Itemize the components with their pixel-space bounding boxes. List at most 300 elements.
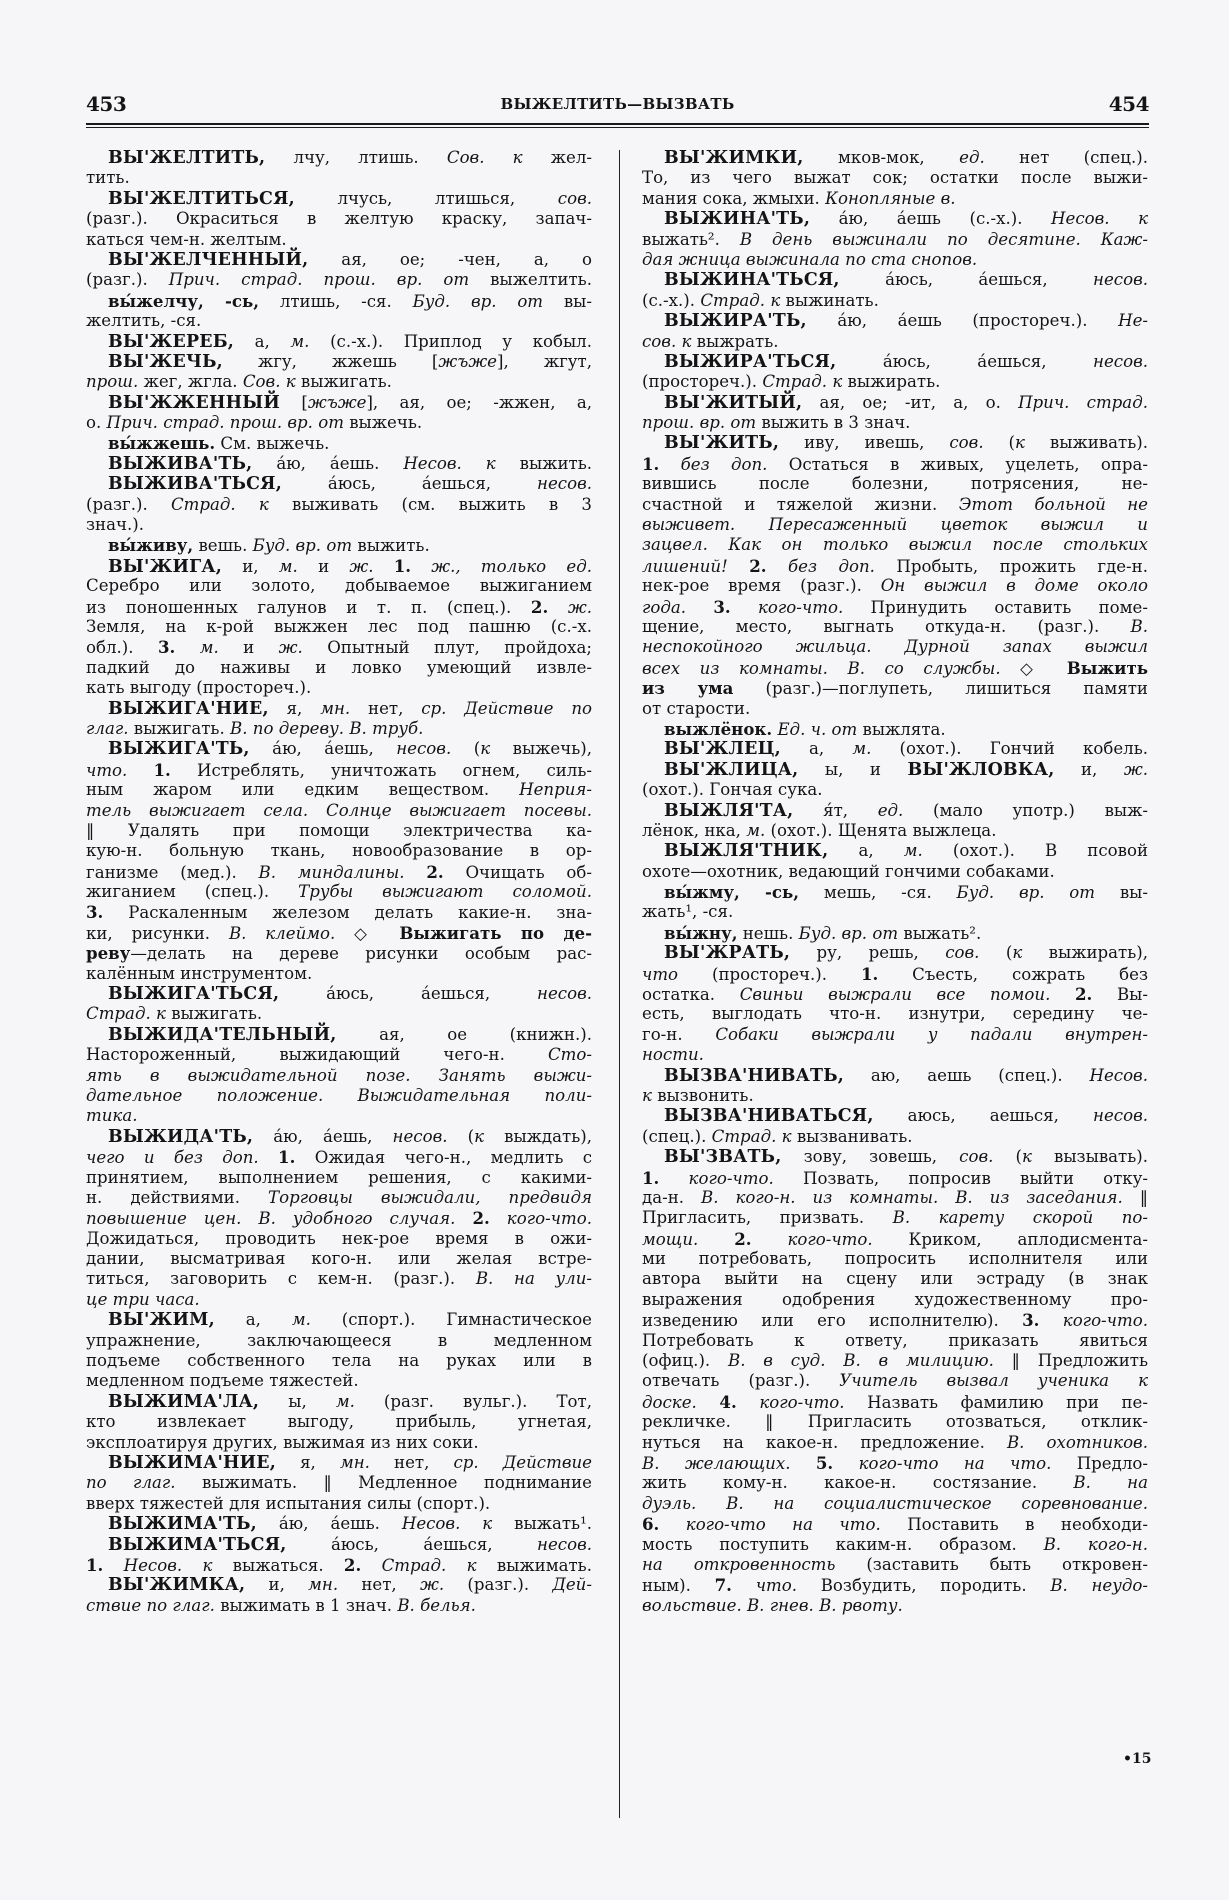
entry-line-start [642,943,1148,963]
italic-text: что [642,964,679,984]
bold-text: из ума [642,678,734,699]
entry-line [86,1229,592,1249]
entry-line-start [86,352,592,372]
italic-text: к [474,1126,484,1146]
headword: ВЫ'ЖИМКА, [108,1575,246,1596]
text: мания сока, жмыхи. [642,188,826,208]
italic-text: что. [755,1576,798,1596]
headword: ВЫ'ЖЕЧЬ, [108,351,223,372]
text: а, [780,739,853,759]
italic-text: неспокойного жильца. Дурной запах выжил [642,637,1148,657]
entry-line [642,1535,1148,1555]
entry-line [642,189,1148,209]
text: а́юсь, а́ешься, [281,474,538,494]
text: (охот.). Гончая сука. [642,780,823,800]
text: аюсь, аешься, [873,1106,1094,1126]
bold-text: вы́живу, [108,535,194,556]
entry-line-start [642,393,1148,413]
headword: ВЫ'ЖЕРЕБ, [108,331,235,352]
entry-line [86,495,592,515]
text: желтить, -ся. [86,311,202,331]
text: от старости. [642,698,751,718]
text: и [297,556,350,576]
entry-line [642,495,1148,515]
text: я, [275,1453,340,1472]
text: Пригласить, призвать. [642,1208,893,1228]
italic-text: ности. [642,1045,704,1065]
text [103,1556,123,1575]
entry-line [642,332,1148,352]
entry-line-start [642,352,1148,372]
italic-text: В. охотников. [1006,1432,1148,1452]
text: Пробыть, прожить где-н. [874,556,1149,576]
entry-line [642,1351,1148,1371]
text: Потребовать к ответу, приказать явиться [642,1330,1148,1350]
text: ая, ое; -чен, а, о [308,249,592,269]
text [697,1393,720,1412]
text [374,557,394,576]
italic-text: Сто- [547,1045,592,1065]
headword: ВЫЖИГА'НИЕ, [108,698,269,719]
italic-text: Собаки выжрали у падали внутрен- [715,1024,1148,1044]
text: (разг.). [86,270,169,290]
entry-line [86,1168,592,1188]
text: ( [447,1126,475,1146]
italic-text: прош. вр. от [642,413,757,433]
italic-text: лишений! [642,556,728,576]
italic-text: вольствие. В. гнев. В. рвоту. [642,1595,903,1615]
bold-text: 2. [426,861,444,882]
text: ], ая, ое; -жжен, а, [366,392,593,412]
italic-text: несов. [537,984,592,1004]
text: вызывать). [1031,1147,1149,1167]
text: есть, выглодать что-н. изнутри, середину че- [642,1004,1148,1024]
text: медленном подъеме тяжестей. [86,1371,359,1391]
text: и, [222,556,279,576]
entry-line-start [86,250,592,270]
entry-line-start [86,332,592,352]
entry-line [642,699,1148,719]
italic-text: дательное положение. Выжидательная поли- [86,1085,592,1105]
italic-text: Свиньи выжрали все помои. [739,985,1051,1005]
entry-line-start [86,189,592,209]
text [411,557,431,576]
italic-text: мн. [308,1575,339,1595]
text: нешь. [737,923,799,943]
italic-text: мощи. [642,1229,699,1249]
text: мешь, -ся. [799,883,957,903]
text: вызванивать. [791,1126,913,1146]
text [698,1230,734,1249]
entry-line-start [642,1066,1148,1086]
italic-text: ср. Действие по [421,698,592,718]
italic-text: Несов. к [403,453,496,473]
headword: ВЫЗВА'НИВАТЬСЯ, [664,1106,874,1127]
entry-line [86,1045,592,1065]
text: лёнок, нка, [642,820,747,840]
text: жить кому-н. какое-н. состязание. [642,1473,1074,1493]
entry-line [642,413,1148,433]
italic-text: ж. [278,638,303,658]
italic-text: несов. [1093,1106,1148,1126]
entry-line-start [642,801,1148,821]
bold-text: 1. [860,963,879,984]
entry-line [642,1331,1148,1351]
text: (офиц.). [642,1351,729,1371]
text [659,455,680,474]
text: (с.-х.). Приплод у кобыл. [309,331,592,351]
entry-line [86,413,592,433]
entry-line-start [86,454,592,474]
bold-text: вы́жму, -сь, [664,882,800,903]
text: Назвать фамилию при пе- [844,1392,1148,1412]
italic-text: В. карету скорой по- [892,1208,1148,1228]
bold-text: выжлёнок. [664,718,773,739]
entry-line [642,984,1148,1004]
entry-line [642,1249,1148,1269]
italic-text: В. миндалины. [258,862,405,882]
text: (с.-х.). [642,290,701,310]
text: изведению или его исполнителю). [642,1311,1023,1331]
italic-text: м. [199,638,219,658]
text: (спорт.). Гимнастическое [310,1310,592,1330]
italic-text: жъже [307,392,367,412]
text: а́ю, а́ешь (простореч.). [806,311,1119,331]
entry-line [642,1555,1148,1575]
italic-text: ж. [349,556,374,576]
text: а́юсь, а́ешься, [839,270,1094,290]
entry-line-start [642,739,1148,759]
text: каться чем-н. желтым. [86,229,287,249]
text: (простореч.). [678,964,861,984]
text [127,761,153,780]
italic-text: м. [290,331,310,351]
entry-line-start [86,148,592,168]
text: кто извлекает выгоду, прибыль, угнетая, [86,1412,592,1432]
text: я, [268,698,321,718]
italic-text: це три часа. [86,1289,200,1309]
entry-line [86,617,592,637]
right-page-number: 454 [1108,92,1149,116]
text: Принудить оставить поме- [843,597,1148,617]
text: жег, жгла. [138,372,243,392]
text: (разг.). Окраситься в желтую краску, запач- [86,209,592,229]
entry-line-start [86,556,592,576]
entry-line [642,556,1148,576]
entry-line-start [642,923,1148,943]
italic-text: ед. [877,800,904,820]
entry-line-start [86,699,592,719]
text: нуться на какое-н. предложение. [642,1432,1007,1452]
italic-text: мн. [339,1453,370,1472]
italic-text: сов. [949,433,984,453]
italic-text: м. [278,556,298,576]
italic-text: несов. [392,1126,448,1146]
italic-text: без доп. [680,454,768,474]
entry-line [86,637,592,657]
italic-text: несов. [537,474,592,494]
headword: ВЫЖЛЯ'ТА, [664,800,794,821]
italic-text: чего и без доп. [86,1148,259,1168]
entry-line [86,1494,592,1514]
italic-text: несов. [537,1534,592,1554]
italic-text: кого-что. [1062,1311,1148,1331]
text: вившись после болезни, потрясения, не- [642,474,1148,494]
entry-line-start [642,311,1148,331]
text: выжимать в 1 знач. [214,1595,398,1615]
entry-line [86,780,592,800]
bold-text: 1. [393,555,412,576]
italic-text: дая жница выжинала по ста снопов. [642,249,978,269]
italic-text: В. кого-н. [1043,1534,1148,1554]
entry-line [642,597,1148,617]
entry-line-start [86,739,592,759]
headword: ВЫЖИРА'ТЬСЯ, [664,351,837,372]
entry-line [642,1392,1148,1412]
running-head: ВЫЖЕЛТИТЬ—ВЫЗВАТЬ [500,95,735,113]
italic-text: сов. к [642,331,692,351]
text: (разг. вульг.). Тот, [354,1391,592,1411]
entry-line-start [86,433,592,453]
text: а́ю, а́ешь, [249,739,397,759]
italic-text: Прич. страд. прош. вр. от [168,270,470,290]
entry-line [86,943,592,963]
italic-text: на откровенность [642,1554,836,1574]
text [455,1209,472,1228]
entry-line [86,1473,592,1493]
entry-line [642,1412,1148,1432]
bold-text: 2. [472,1208,490,1229]
left-page-number: 453 [86,92,127,116]
entry-line-start [86,1514,592,1534]
italic-text: м. [903,841,923,861]
italic-text: к [1021,1147,1032,1167]
bold-text: 6. [642,1514,660,1535]
text: выжигать. [165,1004,263,1024]
text: ки, рисунки. [86,923,229,943]
bold-text: 3. [1022,1310,1040,1331]
text: Ожидая чего-н., медлить с [295,1148,592,1168]
entry-line [642,1494,1148,1514]
bold-text: 1. [86,1554,104,1575]
entry-line [642,576,1148,596]
text: (разг.)—поглупеть, лишиться памяти [733,679,1148,699]
headword: ВЫ'ЖИМ, [108,1310,215,1331]
italic-text: Он выжил в доме около [880,576,1148,596]
entry-line [642,637,1148,657]
entry-line [86,678,592,698]
left-column [86,148,592,1616]
text: Настороженный, выжидающий чего-н. [86,1045,548,1065]
italic-text: Страд. к [86,1004,166,1024]
italic-text: В. желающих. [642,1454,791,1473]
italic-text: В. в суд. В. в милицию. [728,1351,994,1371]
italic-text: к [480,739,491,759]
italic-text: кого-что на что. [858,1454,1052,1473]
headword: ВЫЖИДА'ТЬ, [108,1126,254,1147]
headword: ВЫ'ЖИТЫЙ, [664,392,803,413]
entry-line [86,230,592,250]
bold-text: вы́жжешь. [108,433,216,454]
text: выжинать. [780,290,879,310]
text: выживать). [1024,433,1148,453]
text: охоте—охотник, ведающий гончими собаками. [642,861,1055,881]
headword: ВЫ'ЖЛЕЦ, [664,739,781,760]
text: выжить. [495,453,592,473]
entry-line [86,270,592,290]
italic-text: В. белья. [397,1595,476,1615]
entry-line [86,1433,592,1453]
italic-text: Дей- [552,1575,592,1595]
entry-line [86,1086,592,1106]
bold-text: 1. [642,1167,660,1188]
italic-text: Страд. к [711,1126,792,1146]
entry-line [86,1371,592,1391]
headword: ВЫЖИНА'ТЬСЯ, [664,270,840,291]
italic-text: м. [335,1391,355,1411]
text: да-н. [642,1187,702,1207]
italic-text: кого-что. [506,1209,593,1229]
entry-line [642,678,1148,698]
text: выжечь. [343,413,423,433]
italic-text: зацвел. Как он только выжил после стольких [642,535,1148,555]
italic-text: доске. [642,1392,697,1412]
text: нет (спец.). [984,148,1149,167]
headword: ВЫ'ЗВАТЬ, [664,1147,782,1168]
text: (заставить быть откровен- [835,1554,1148,1574]
entry-line [642,1188,1148,1208]
italic-text: В. [1130,616,1148,636]
italic-text: м. [746,820,766,840]
text: Раскаленным железом делать какие-н. зна- [103,903,592,923]
text: ◇ [1000,658,1067,678]
entry-line [642,617,1148,637]
text: кать выгоду (простореч.). [86,678,312,698]
text: ы, [259,1391,336,1411]
italic-text: кого-что. [759,1392,845,1412]
text [548,598,568,617]
italic-text: года. [642,597,687,617]
entry-line [86,1188,592,1208]
entry-line [642,902,1148,922]
text [405,863,427,882]
text: тить. [86,168,130,188]
text: из поношенных галунов и т. п. (спец.). [86,597,531,617]
text: выжать¹. [492,1514,593,1534]
text: зову, зовешь, [781,1147,960,1167]
text: знач.). [86,515,144,535]
italic-text: В. кого-н. из комнаты. В. из заседания. [701,1187,1123,1207]
text [686,598,713,617]
entry-line [642,454,1148,474]
text: нет, [350,698,422,718]
bold-text: 2. [343,1554,362,1575]
entry-line-start [86,393,592,413]
text: выжечь), [490,739,593,759]
text: рекличке. ‖ Пригласить отозваться, отклик- [642,1412,1148,1432]
text: Опытный плут, пройдоха; [302,638,593,658]
italic-text: Страд. к [170,494,269,514]
italic-text: Страд. к [700,290,781,310]
text: а́ю, а́ешь. [256,1514,402,1534]
italic-text: без доп. [788,556,875,576]
entry-line [86,1290,592,1310]
italic-text: Несов. к [401,1514,493,1534]
headword: ВЫЖЛЯ'ТНИК, [664,841,829,862]
entry-line [86,760,592,780]
italic-text: м. [852,739,872,759]
text: (простореч.). [642,372,763,392]
text: выжирать), [1022,943,1148,963]
bold-text: 2. [734,1228,752,1249]
entry-line-start [86,1453,592,1473]
headword: ВЫЖИВА'ТЬСЯ, [108,474,282,495]
text: (мало употр.) выж- [903,800,1148,820]
italic-text: ед. [959,148,985,167]
italic-text: мн. [320,698,351,718]
italic-text: В. клеймо. [228,923,336,943]
entry-line-start [642,270,1148,290]
entry-line-start [642,882,1148,902]
entry-line-start [642,1147,1148,1167]
entry-line [86,882,592,902]
text: [ [280,392,308,412]
bold-text: 2. [1075,984,1093,1005]
headword: ВЫЖИМА'ТЬСЯ, [108,1534,287,1555]
text: вы- [543,291,592,311]
entry-line-start [86,1535,592,1555]
entry-line [86,1004,592,1024]
text [659,1515,685,1534]
text: выжать². [642,229,740,249]
text: и [218,638,279,658]
headword: ВЫЖИГА'ТЬСЯ, [108,984,280,1005]
entry-line [642,964,1148,984]
headword: ВЫ'ЖИТЬ, [664,433,780,454]
text: Очищать об- [443,862,592,882]
italic-text: Торговцы выжидали, предвидя [268,1187,592,1207]
entry-line [86,801,592,821]
bold-text: 3. [86,902,104,923]
headword: ВЫ'ЖЖЕННЫЙ [108,392,281,413]
italic-text: повышение цен. В. удобного случая. [86,1209,456,1229]
bold-text: 3. [157,637,176,658]
italic-text: сов. [557,188,592,208]
italic-text: Ед. ч. от [777,719,858,739]
bold-text: 3. [713,596,731,617]
italic-text: кого-что на что. [685,1515,881,1535]
entry-line [642,372,1148,392]
bold-text: 7. [714,1575,732,1596]
italic-text: Несов. к [123,1555,213,1575]
entry-line [86,1412,592,1432]
text: выжить. [352,536,430,556]
headword: ВЫ'ЖЕЛЧЕННЫЙ, [108,249,309,270]
entry-line [642,1473,1148,1493]
text: падкий до наживы и ловко умеющий извле- [86,657,592,677]
text: ( [983,433,1016,453]
bold-text: 2. [530,596,549,617]
text: мков-мок, [803,148,960,167]
italic-text: Буд. вр. от [252,536,353,556]
text: выжимать. [476,1555,592,1575]
signature-mark: •15 [1123,1751,1152,1767]
bold-text: 1. [642,453,660,474]
text: Позвать, попросив выйти отку- [773,1168,1149,1188]
entry-line [86,1208,592,1228]
italic-text: В день выжинали по десятине. Каж- [739,229,1148,249]
italic-text: тика. [86,1106,138,1126]
